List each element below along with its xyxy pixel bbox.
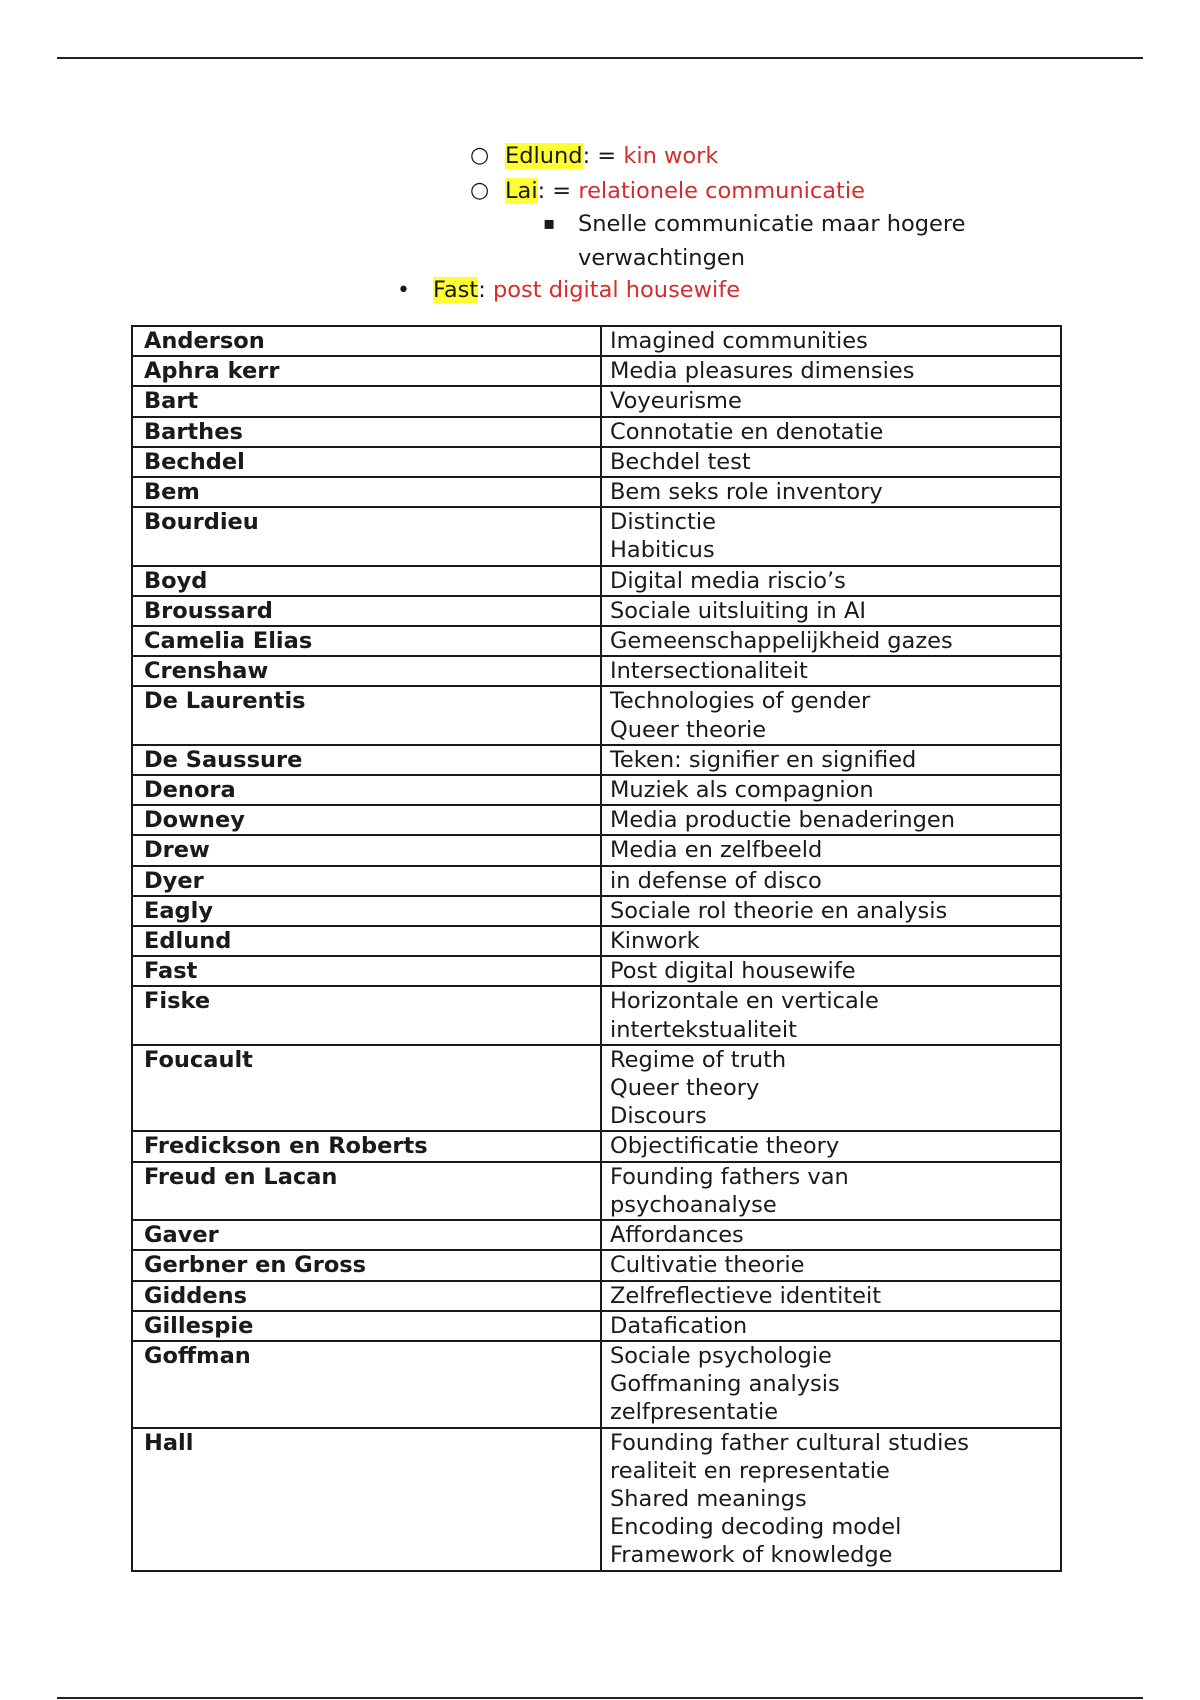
concept-cell: Bechdel test: [601, 447, 1061, 477]
author-name-cell: Bourdieu: [132, 507, 601, 565]
concept-cell: Regime of truth Queer theory Discours: [601, 1045, 1061, 1132]
table-row: [132, 926, 1061, 956]
concept-cell: Horizontale en verticale intertekstualiteit: [601, 986, 1061, 1044]
table-row: [132, 386, 1061, 416]
table-row: [132, 447, 1061, 477]
table-row: [132, 805, 1061, 835]
author-name-cell: Giddens: [132, 1281, 601, 1311]
table-row: [132, 326, 1061, 356]
concept-cell: Media en zelfbeeld: [601, 835, 1061, 865]
concept-cell: Objectificatie theory: [601, 1131, 1061, 1161]
concept-cell: Muziek als compagnion: [601, 775, 1061, 805]
author-name-cell: Barthes: [132, 417, 601, 447]
author-name-cell: Gillespie: [132, 1311, 601, 1341]
concept-cell: Cultivatie theorie: [601, 1250, 1061, 1280]
circle-bullet-icon: ○: [470, 143, 490, 168]
note-separator: :: [478, 277, 493, 303]
table-row: [132, 1311, 1061, 1341]
author-name-cell: Fredickson en Roberts: [132, 1131, 601, 1161]
author-name-cell: Broussard: [132, 596, 601, 626]
concept-cell: Sociale psychologie Goffmaning analysis zelfpresentatie: [601, 1341, 1061, 1428]
concept-cell: Digital media riscio’s: [601, 566, 1061, 596]
concept-cell: Sociale uitsluiting in AI: [601, 596, 1061, 626]
table-row: [132, 356, 1061, 386]
concept-cell: Intersectionaliteit: [601, 656, 1061, 686]
author-name-cell: Edlund: [132, 926, 601, 956]
table-row: [132, 686, 1061, 744]
author-name-cell: Denora: [132, 775, 601, 805]
square-bullet-icon: ▪: [543, 213, 556, 234]
concept-cell: Media pleasures dimensies: [601, 356, 1061, 386]
author-name-cell: De Laurentis: [132, 686, 601, 744]
author-name-cell: Freud en Lacan: [132, 1162, 601, 1220]
concept-cell: Zelfreflectieve identiteit: [601, 1281, 1061, 1311]
author-concept-table: [131, 325, 1062, 1572]
table-row: [132, 745, 1061, 775]
author-name-cell: Goffman: [132, 1341, 601, 1428]
author-name-cell: Fiske: [132, 986, 601, 1044]
author-name-cell: Crenshaw: [132, 656, 601, 686]
table-row: [132, 1162, 1061, 1220]
table-row: [132, 626, 1061, 656]
highlighted-name: Edlund: [505, 143, 583, 169]
concept-cell: Teken: signifier en signified: [601, 745, 1061, 775]
author-name-cell: De Saussure: [132, 745, 601, 775]
author-name-cell: Eagly: [132, 896, 601, 926]
table-row: [132, 1428, 1061, 1571]
highlighted-name: Lai: [505, 178, 538, 204]
concept-cell: Technologies of gender Queer theorie: [601, 686, 1061, 744]
concept-cell: Affordances: [601, 1220, 1061, 1250]
table-row: [132, 596, 1061, 626]
author-name-cell: Bart: [132, 386, 601, 416]
table-row: [132, 507, 1061, 565]
dot-bullet-icon: •: [397, 278, 410, 303]
note-fast: [433, 274, 740, 307]
table-row: [132, 1220, 1061, 1250]
author-name-cell: Camelia Elias: [132, 626, 601, 656]
circle-bullet-icon: ○: [470, 178, 490, 203]
table-row: [132, 866, 1061, 896]
author-name-cell: Boyd: [132, 566, 601, 596]
table-row: [132, 566, 1061, 596]
table-row: [132, 956, 1061, 986]
note-separator: : =: [582, 143, 624, 169]
author-name-cell: Aphra kerr: [132, 356, 601, 386]
author-name-cell: Hall: [132, 1428, 601, 1571]
concept-cell: Kinwork: [601, 926, 1061, 956]
author-name-cell: Downey: [132, 805, 601, 835]
author-name-cell: Fast: [132, 956, 601, 986]
author-name-cell: Drew: [132, 835, 601, 865]
note-lai-sub-line2: verwachtingen: [578, 245, 745, 271]
concept-cell: Sociale rol theorie en analysis: [601, 896, 1061, 926]
concept-cell: Distinctie Habiticus: [601, 507, 1061, 565]
table-row: [132, 1131, 1061, 1161]
note-term: relationele communicatie: [578, 178, 865, 204]
author-name-cell: Bechdel: [132, 447, 601, 477]
note-separator: : =: [537, 178, 579, 204]
table-row: [132, 1045, 1061, 1132]
concept-cell: Gemeenschappelijkheid gazes: [601, 626, 1061, 656]
concept-cell: Connotatie en denotatie: [601, 417, 1061, 447]
table-row: [132, 1341, 1061, 1428]
concept-cell: Founding fathers van psychoanalyse: [601, 1162, 1061, 1220]
note-term: kin work: [623, 143, 719, 169]
author-name-cell: Foucault: [132, 1045, 601, 1132]
author-name-cell: Anderson: [132, 326, 601, 356]
table-body: [132, 326, 1061, 1571]
page-top-rule: [57, 57, 1143, 59]
table-row: [132, 477, 1061, 507]
note-lai: [505, 175, 865, 208]
table-row: [132, 417, 1061, 447]
concept-cell: Datafication: [601, 1311, 1061, 1341]
table-row: [132, 775, 1061, 805]
table-row: [132, 835, 1061, 865]
concept-cell: Voyeurisme: [601, 386, 1061, 416]
note-lai-sub-line1: Snelle communicatie maar hogere: [578, 211, 966, 237]
table-row: [132, 1250, 1061, 1280]
note-edlund: [505, 140, 718, 173]
page-bottom-rule: [57, 1697, 1143, 1699]
highlighted-name: Fast: [433, 277, 479, 303]
table-row: [132, 656, 1061, 686]
concept-cell: Media productie benaderingen: [601, 805, 1061, 835]
table-row: [132, 1281, 1061, 1311]
concept-cell: Bem seks role inventory: [601, 477, 1061, 507]
concept-cell: in defense of disco: [601, 866, 1061, 896]
table-row: [132, 986, 1061, 1044]
table-row: [132, 896, 1061, 926]
author-name-cell: Dyer: [132, 866, 601, 896]
note-term: post digital housewife: [492, 277, 741, 303]
author-name-cell: Gerbner en Gross: [132, 1250, 601, 1280]
concept-cell: Imagined communities: [601, 326, 1061, 356]
concept-cell: Post digital housewife: [601, 956, 1061, 986]
author-name-cell: Bem: [132, 477, 601, 507]
author-name-cell: Gaver: [132, 1220, 601, 1250]
concept-cell: Founding father cultural studies realiteit en representatie Shared meanings Encoding decoding model Framework of knowledge: [601, 1428, 1061, 1571]
